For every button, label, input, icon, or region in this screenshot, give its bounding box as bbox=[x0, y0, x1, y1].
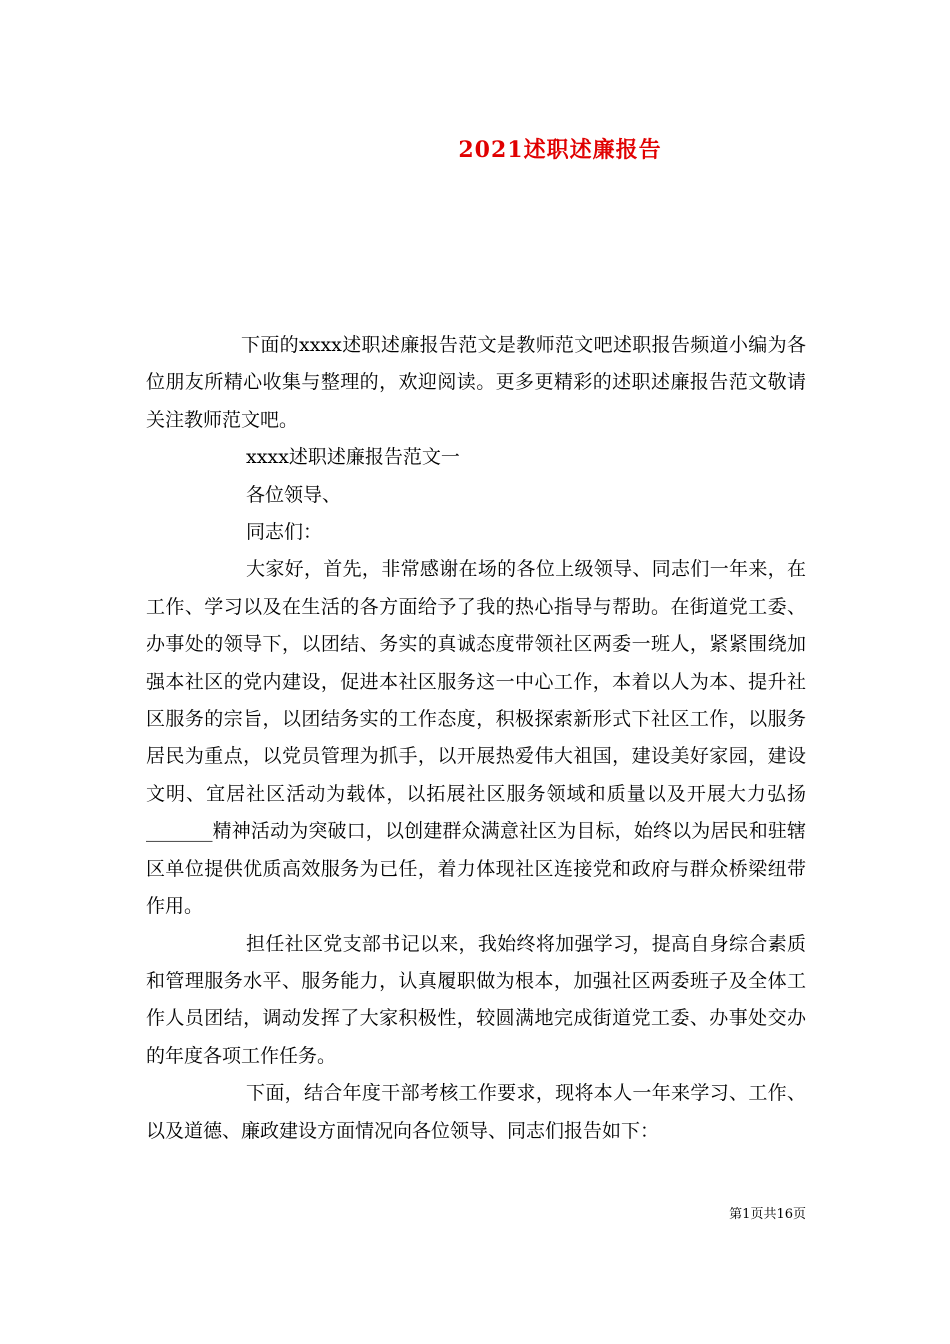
intro-paragraph: 下面的xxxx述职述廉报告范文是教师范文吧述职报告频道小编为各位朋友所精心收集与整理的，欢迎阅读。更多更精彩的述职述廉报告范文敬请关注教师范文吧。 bbox=[146, 334, 806, 431]
document-title: 2021述职述廉报告 bbox=[458, 137, 662, 163]
page-number: 第1页共16页 bbox=[729, 1207, 806, 1222]
document-body bbox=[146, 327, 806, 1150]
salutation-line: 同志们： bbox=[246, 521, 323, 544]
body-paragraph: 大家好，首先，非常感谢在场的各位上级领导、同志们一年来，在工作、学习以及在生活的各方面给予了我的热心指导与帮助。在街道党工委、办事处的领导下，以团结、务实的真诚态度带领社区两委一班人，紧紧围绕加强本社区的党内建设，促进本社区服务这一中心工作，本着以人为本、提升社区服务的宗旨，以团结务实的工作态度，积极探索新形式下社区工作，以服务居民为重点，以党员管理为抓手，以开展热爱伟大祖国，建设美好家园，建设文明、宜居社区活动为载体，以拓展社区服务领域和质量以及开展大力弘扬_______精神活动为突破口，以创建群众满意社区为目标，始终以为居民和驻辖区单位提供优质高效服务为已任，着力体现社区连接党和政府与群众桥梁纽带作用。 bbox=[146, 558, 806, 918]
section-heading: xxxx述职述廉报告范文一 bbox=[246, 446, 460, 469]
body-paragraph: 担任社区党支部书记以来，我始终将加强学习，提高自身综合素质和管理服务水平、服务能力，认真履职做为根本，加强社区两委班子及全体工作人员团结，调动发挥了大家积极性，较圆满地完成街道党工委、办事处交办的年度各项工作任务。 bbox=[146, 932, 806, 1067]
salutation-line: 各位领导、 bbox=[246, 483, 342, 506]
body-paragraph: 下面，结合年度干部考核工作要求，现将本人一年来学习、工作、以及道德、廉政建设方面情况向各位领导、同志们报告如下： bbox=[146, 1082, 806, 1142]
